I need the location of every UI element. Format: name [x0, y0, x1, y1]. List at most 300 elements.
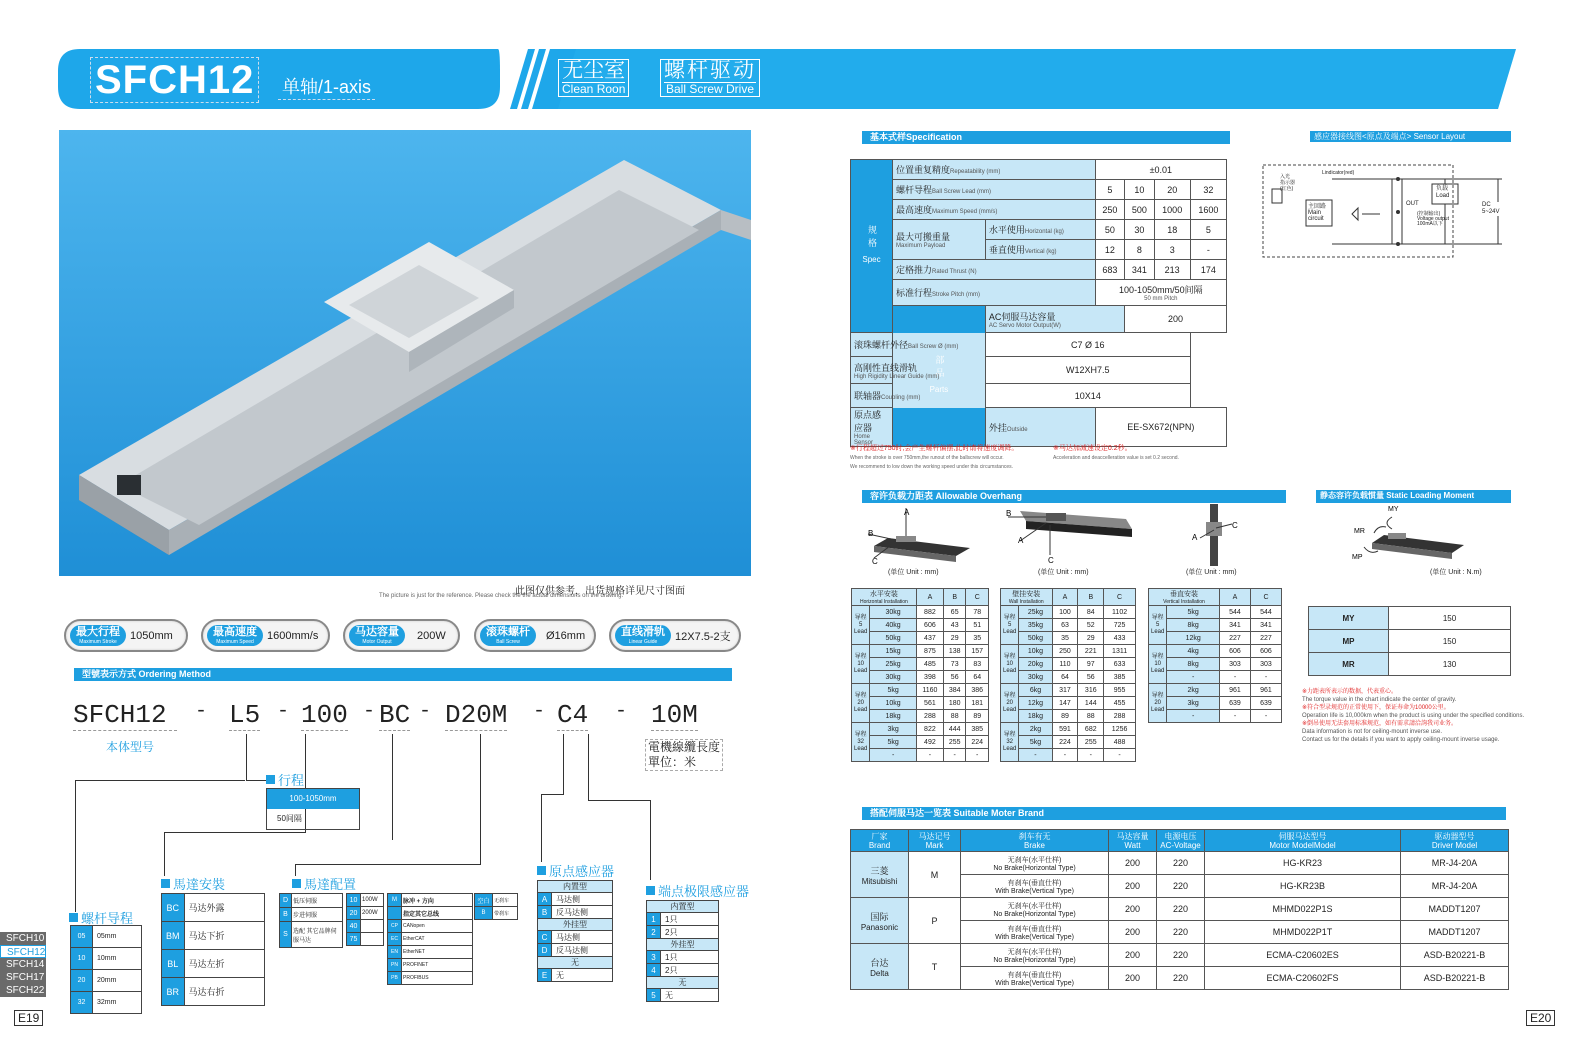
install-en: Horizontal Installation	[860, 599, 908, 605]
sensor-label-indicator-en: Lindicator(red)	[1322, 170, 1355, 176]
load-value: 30kg	[1019, 671, 1052, 684]
mount-row: BR 马达右折	[162, 978, 265, 1006]
option-code: 2	[647, 926, 661, 939]
brake-cn: 有刹车(垂直仕样)	[1007, 925, 1062, 933]
driver-model-cell: MADDT1207	[1401, 921, 1509, 944]
overhang-value: 882	[916, 606, 943, 619]
feature-motor-value: 200W	[417, 629, 446, 642]
overhang-col-header: A	[916, 589, 943, 606]
overhang-value: 73	[943, 658, 966, 671]
mount-row: BC 马达外露	[162, 894, 265, 922]
overhang-row	[1149, 619, 1282, 632]
overhang-value: 52	[1078, 619, 1104, 632]
cable-label	[645, 739, 723, 771]
option-row	[647, 964, 719, 977]
overhang-value: -	[943, 749, 966, 762]
overhang-value: 606	[1250, 645, 1281, 658]
overhang-value: -	[1220, 671, 1251, 684]
brake-cell	[961, 875, 1109, 898]
lead-label: 导程 32 Lead	[1001, 723, 1019, 762]
lead-label: 导程 5 Lead	[852, 606, 870, 645]
driver-model-cell: ASD-B20221-B	[1401, 944, 1509, 967]
lead-label: 导程 5 Lead	[1149, 606, 1167, 645]
overhang-value: 544	[1250, 606, 1281, 619]
overhang-value: 89	[1052, 710, 1078, 723]
overhang-value: 138	[943, 645, 966, 658]
overhang-col-header: C	[1250, 589, 1281, 606]
clean-room-cn: 无尘室	[562, 59, 626, 82]
lead-label: 导程 10 Lead	[1001, 645, 1019, 684]
overhang-value: 63	[1052, 619, 1078, 632]
brake-cn: 无刹车(水平仕样)	[1007, 856, 1062, 864]
header-cn: 刹车有无	[1018, 831, 1051, 841]
overhang-row	[1001, 658, 1136, 671]
overhang-col-header: C	[966, 589, 989, 606]
option-label: 马达侧	[552, 893, 613, 906]
driver-model-cell: MR-J4-20A	[1401, 852, 1509, 875]
static-moment-diagram	[1352, 503, 1472, 565]
brand-en: Mitsubishi	[861, 876, 898, 886]
option-row	[647, 977, 719, 989]
motor-watt-table: 10 100W 20 200W 40 75	[346, 893, 384, 946]
connector-line	[541, 794, 542, 862]
sensor-label-main: 主回路 Main circuit	[1308, 204, 1327, 222]
option-group-header: 外挂型	[538, 919, 613, 931]
option-code: B	[538, 906, 552, 919]
feature-speed-en: Maximum Speed	[216, 639, 254, 645]
overhang-value: 147	[1052, 697, 1078, 710]
brake-en: With Brake(Vertical Type)	[995, 887, 1074, 895]
lead-row: 32 32mm	[71, 992, 142, 1014]
order-code-body: SFCH12	[73, 700, 177, 731]
ball-screw-en: Ball Screw Drive	[665, 82, 755, 96]
connector-line	[164, 832, 165, 876]
lead-label: 导程 20 Lead	[1149, 684, 1167, 723]
moment-row: MP 150	[1309, 630, 1511, 653]
ball-screw-badge	[660, 59, 760, 97]
option-code: E	[538, 969, 552, 982]
brake-cn: 有刹车(垂直仕样)	[1007, 879, 1062, 887]
overhang-row	[1001, 684, 1136, 697]
moment-row: MR 130	[1309, 653, 1511, 676]
feature-stroke-value: 1050mm	[130, 629, 173, 642]
feature-motor-en: Motor Output	[362, 639, 392, 645]
overhang-row	[1149, 645, 1282, 658]
install-en: Vertical Installation	[1163, 599, 1205, 605]
static-moment-title: 静态容许负载惯量 Static Loading Moment	[1316, 490, 1511, 503]
overhang-value: 488	[1104, 736, 1136, 749]
header-bar	[58, 49, 1516, 109]
tab-sfch14[interactable]: SFCH14	[0, 958, 46, 971]
overhang-install-type	[852, 589, 917, 606]
lead-label: 导程 10 Lead	[852, 645, 870, 684]
tab-sfch17[interactable]: SFCH17	[0, 971, 46, 984]
option-label: 1只	[661, 913, 719, 926]
overhang-value: 606	[916, 619, 943, 632]
load-value: 18kg	[1019, 710, 1052, 723]
overhang-row	[1001, 645, 1136, 658]
feature-guide-value: 12X7.5-2支	[675, 630, 731, 643]
overhang-value: 822	[916, 723, 943, 736]
order-dash-6: -	[615, 700, 628, 723]
feature-motor-cn: 马达容量	[355, 626, 399, 638]
overhang-row	[852, 710, 989, 723]
feature-guide-en: Linear Guide	[628, 639, 658, 645]
overhang-value: 606	[1220, 645, 1251, 658]
option-code: 5	[647, 989, 661, 1002]
option-label: 反马达侧	[552, 944, 613, 957]
overhang-value: 43	[943, 619, 966, 632]
feature-screw-value: Ø16mm	[546, 629, 586, 642]
ordering-title: 型號表示方式 Ordering Method	[74, 668, 732, 681]
overhang-value: 110	[1052, 658, 1078, 671]
motor-config-title: 馬達配置	[292, 874, 356, 893]
watt-cell: 200	[1109, 944, 1157, 967]
motor-brake-table: 空白 无刹车 B 带刹车	[474, 893, 518, 920]
overhang-value: 303	[1220, 658, 1251, 671]
header-cn: 电源电压	[1164, 831, 1197, 841]
voltage-cell: 220	[1157, 875, 1205, 898]
overhang-row	[1001, 710, 1136, 723]
motor-brand-table	[850, 829, 1509, 990]
load-value: 8kg	[1167, 619, 1220, 632]
brake-cell	[961, 921, 1109, 944]
overhang-unit-3: (单位 Unit : mm)	[1186, 569, 1237, 576]
load-value: 25kg	[870, 658, 917, 671]
install-cn: 壁挂安装	[1012, 591, 1041, 598]
overhang-value: 639	[1250, 697, 1281, 710]
overhang-row	[852, 697, 989, 710]
header-en: Mark	[925, 840, 944, 850]
sensor-wiring-diagram	[1262, 164, 1510, 258]
overhang-value: 78	[966, 606, 989, 619]
header-en: Motor ModelModel	[1269, 840, 1336, 850]
option-row	[538, 969, 613, 982]
tab-sfch10[interactable]: SFCH10	[0, 932, 46, 945]
stroke-range: 100-1050mm	[267, 789, 359, 809]
brake-cn: 有刹车(垂直仕样)	[1007, 971, 1062, 979]
side-model-tabs	[0, 932, 46, 997]
sensor-layout-title: 感应器接线图<原点及端点> Sensor Layout	[1310, 131, 1511, 142]
install-cn: 水平安装	[869, 591, 898, 598]
install-en: Wall Installation	[1008, 599, 1044, 605]
feature-screw-cn: 滚珠螺杆	[486, 626, 530, 638]
overhang-row	[852, 671, 989, 684]
overhang-value: 485	[916, 658, 943, 671]
overhang-value: 227	[1250, 632, 1281, 645]
load-value: -	[1019, 749, 1052, 762]
install-cn: 垂直安装	[1170, 591, 1198, 598]
driver-model-cell: MADDT1207	[1401, 898, 1509, 921]
feature-speed	[201, 619, 330, 652]
overhang-value: 385	[1104, 671, 1136, 684]
model-title: SFCH12	[90, 57, 259, 103]
overhang-value: 250	[1052, 645, 1078, 658]
order-dash-5: -	[533, 700, 546, 723]
connector-line	[563, 734, 564, 794]
parts-group-cn: 部品	[934, 354, 945, 381]
connector-line	[588, 800, 650, 801]
overhang-title: 容许负载力距表 Allowable Overhang	[862, 490, 1286, 503]
overhang-value: 455	[1104, 697, 1136, 710]
overhang-unit-2: (单位 Unit : mm)	[1038, 569, 1089, 576]
brake-en: No Brake(Horizontal Type)	[993, 864, 1076, 872]
spec-table: 规格 Spec 位置重复精度Repeatability (mm) ±0.01 螺杆导程Ball Screw Lead (mm) 5 10 20 32 最高速度Maximum Speed (mm/s) 250 500 1000 1600 最大可搬重量 Maximum Payload 水平使用Horizontal (kg) 50 30 18 5 垂直使用Vertical (kg) 12 8 3 - 定格推力Rated Thrust (N) 683 341 213 174 标准行程Stroke Pitch (mm) 100-1050mm/50间隔 50 mm Pitch 部品 Parts AC伺服马达容量 AC Servo Motor Output(W) 200 滚珠螺杆外径Ball Screw Ø (mm) C7 Ø 16 高刚性直线滑轨 High Rigidity Linear Guide (mm) W12XH7.5 联轴器Coupling (mm) 10X14 原点感应器 Home Sensor 外挂Outside EE-SX672(NPN)	[850, 159, 1227, 447]
overhang-value: -	[1250, 710, 1281, 723]
motor-model-cell: HG-KR23B	[1205, 875, 1401, 898]
motor-col-header	[1401, 830, 1509, 852]
brake-cell	[961, 967, 1109, 990]
overhang-value: 492	[916, 736, 943, 749]
overhang-value: 64	[1052, 671, 1078, 684]
home-sensor-title: 原点感应器	[537, 861, 614, 880]
mount-table	[161, 893, 265, 1006]
feature-guide	[609, 619, 741, 652]
sensor-label-dc: DC 5~24V	[1482, 202, 1500, 215]
limit-sensor-table	[646, 900, 719, 1002]
connector-line	[541, 794, 564, 795]
voltage-cell: 220	[1157, 898, 1205, 921]
load-value: 5kg	[1167, 606, 1220, 619]
parts-group-en: Parts	[929, 384, 949, 394]
voltage-cell: 220	[1157, 967, 1205, 990]
feature-speed-value: 1600mm/s	[267, 629, 319, 642]
overhang-row	[1149, 710, 1282, 723]
load-value: 20kg	[1019, 658, 1052, 671]
overhang-diagram-vertical	[1186, 502, 1246, 568]
option-row	[647, 926, 719, 939]
option-row	[538, 881, 613, 893]
option-row	[647, 913, 719, 926]
lead-label: 导程 5 Lead	[1001, 606, 1019, 645]
option-group-header: 无	[538, 957, 613, 969]
overhang-row	[1001, 619, 1136, 632]
overhang-value: 89	[966, 710, 989, 723]
overhang-value: 84	[1078, 606, 1104, 619]
option-group-header: 无	[647, 977, 719, 989]
overhang-value: 180	[943, 697, 966, 710]
driver-model-cell: MR-J4-20A	[1401, 875, 1509, 898]
overhang-value: 386	[966, 684, 989, 697]
connector-line	[75, 780, 245, 781]
feature-speed-cn: 最高速度	[213, 626, 257, 638]
brand-cn: 台达	[870, 957, 889, 968]
header-cn: 马达容量	[1116, 831, 1149, 841]
order-dash-1: -	[195, 700, 208, 723]
motor-table-header	[851, 830, 1509, 852]
option-label: 无	[552, 969, 613, 982]
load-value: 12kg	[1019, 697, 1052, 710]
lead-label: 导程 20 Lead	[1001, 684, 1019, 723]
load-value: 8kg	[1167, 658, 1220, 671]
overhang-row	[1149, 632, 1282, 645]
option-code: 1	[647, 913, 661, 926]
brake-en: No Brake(Horizontal Type)	[993, 910, 1076, 918]
load-value: 4kg	[1167, 645, 1220, 658]
overhang-value: 444	[943, 723, 966, 736]
overhang-row	[852, 645, 989, 658]
overhang-col-header: C	[1104, 589, 1136, 606]
mark-cell: T	[909, 944, 961, 990]
driver-model-cell: ASD-B20221-B	[1401, 967, 1509, 990]
connector-line	[164, 832, 306, 833]
load-value: 30kg	[870, 671, 917, 684]
overhang-value: 51	[966, 619, 989, 632]
svg-text:MY: MY	[1388, 506, 1399, 513]
header-cn: 驱动器型号	[1434, 831, 1475, 841]
motor-col-header	[961, 830, 1109, 852]
mount-row: BM 马达下折	[162, 922, 265, 950]
brand-cn: 国际	[870, 911, 889, 922]
load-value: 2kg	[1167, 684, 1220, 697]
overhang-row	[1149, 684, 1282, 697]
tab-sfch12[interactable]: SFCH12	[0, 945, 46, 958]
order-dash-2: -	[277, 700, 290, 723]
overhang-row	[1149, 697, 1282, 710]
brake-cell	[961, 944, 1109, 967]
motor-model-cell: MHMD022P1S	[1205, 898, 1401, 921]
lead-label: 导程 32 Lead	[852, 723, 870, 762]
overhang-value: 303	[1250, 658, 1281, 671]
cable-length-label: 電機線纜長度	[648, 740, 721, 754]
load-value: 40kg	[870, 619, 917, 632]
brand-en: Panasonic	[860, 922, 899, 932]
overhang-row	[1001, 697, 1136, 710]
lead-table	[70, 925, 142, 1014]
overhang-row	[852, 736, 989, 749]
connector-line	[246, 780, 267, 781]
motor-col-header	[851, 830, 909, 852]
option-row	[647, 989, 719, 1002]
option-group-header: 内置型	[647, 901, 719, 913]
stroke-box	[266, 788, 360, 830]
overhang-row	[1001, 723, 1136, 736]
lead-title: 螺杆导程	[69, 908, 133, 927]
overhang-value: 56	[1078, 671, 1104, 684]
overhang-value: 29	[1078, 632, 1104, 645]
option-row	[538, 893, 613, 906]
header-cn: 伺服马达型号	[1278, 831, 1327, 841]
lead-row: 20 20mm	[71, 970, 142, 992]
load-value: 10kg	[1019, 645, 1052, 658]
voltage-cell: 220	[1157, 944, 1205, 967]
load-value: 50kg	[870, 632, 917, 645]
stroke-title: 行程	[266, 770, 304, 789]
overhang-col-header: B	[1078, 589, 1104, 606]
feature-stroke-cn: 最大行程	[76, 626, 120, 638]
option-row	[647, 901, 719, 913]
overhang-value: 227	[1220, 632, 1251, 645]
load-value: 12kg	[1167, 632, 1220, 645]
overhang-value: 591	[1052, 723, 1078, 736]
brand-cell	[851, 944, 909, 990]
load-value: -	[1167, 671, 1220, 684]
lead-label: 导程 10 Lead	[1149, 645, 1167, 684]
home-sensor-table	[537, 880, 613, 982]
ball-screw-cn: 螺杆驱动	[664, 59, 756, 82]
option-group-header: 内置型	[538, 881, 613, 893]
overhang-value: 100	[1052, 606, 1078, 619]
sensor-label-indicator: 入光 指示器 (红色)	[1280, 174, 1296, 192]
brand-cn: 三菱	[870, 865, 889, 876]
overhang-row	[852, 632, 989, 645]
brake-cn: 无刹车(水平仕样)	[1007, 948, 1062, 956]
tab-sfch22[interactable]: SFCH22	[0, 984, 46, 997]
overhang-header	[1149, 589, 1282, 606]
motor-col-header	[1205, 830, 1401, 852]
brand-en: Delta	[870, 968, 889, 978]
overhang-table-horizontal	[851, 588, 989, 762]
svg-text:C: C	[1232, 521, 1238, 530]
header-en: Brand	[868, 840, 891, 850]
option-code: C	[538, 931, 552, 944]
overhang-value: 639	[1220, 697, 1251, 710]
motor-brand-title: 搭配伺服马达一览表 Suitable Moter Brand	[862, 807, 1506, 820]
brake-cell	[961, 852, 1109, 875]
overhang-value: 341	[1220, 619, 1251, 632]
overhang-value: 317	[1052, 684, 1078, 697]
static-moment-unit: (单位 Unit : N.m)	[1430, 569, 1482, 576]
stroke-pitch: 50间隔	[277, 814, 302, 823]
svg-text:MR: MR	[1354, 528, 1365, 535]
option-code: 3	[647, 951, 661, 964]
overhang-value: 384	[943, 684, 966, 697]
motor-col-header	[1157, 830, 1205, 852]
order-code-motor: D20M	[445, 700, 508, 730]
header-background	[58, 49, 1516, 109]
option-row	[538, 906, 613, 919]
overhang-row	[1001, 606, 1136, 619]
overhang-value: -	[1220, 710, 1251, 723]
svg-text:A: A	[1192, 533, 1198, 542]
spec-note-1: ※行程超过750时,会产生螺杆偏摆,此时请将速度调降。 When the stroke is over 750mm,the runout of the ballscrew will occur. We recommend to low down the working speed under this circumstances.	[850, 445, 1019, 470]
feature-stroke-en: Maximum Stroke	[79, 639, 117, 645]
overhang-value: 437	[916, 632, 943, 645]
option-code: D	[538, 944, 552, 957]
overhang-row	[1001, 736, 1136, 749]
brake-en: With Brake(Vertical Type)	[995, 933, 1074, 941]
lead-row: 05 05mm	[71, 926, 142, 948]
overhang-row	[852, 723, 989, 736]
overhang-value: 1256	[1104, 723, 1136, 736]
overhang-value: 725	[1104, 619, 1136, 632]
overhang-row	[1001, 749, 1136, 762]
wiring-svg	[1262, 164, 1510, 258]
svg-text:B: B	[1006, 509, 1012, 518]
feature-motor	[343, 619, 460, 652]
overhang-value: 288	[916, 710, 943, 723]
overhang-col-header: B	[943, 589, 966, 606]
connector-line	[246, 734, 247, 780]
option-label: 2只	[661, 964, 719, 977]
option-label: 马达侧	[552, 931, 613, 944]
overhang-value: 64	[966, 671, 989, 684]
limit-sensor-title: 端点极限感应器	[646, 881, 749, 900]
overhang-unit-1: (单位 Unit : mm)	[888, 569, 939, 576]
overhang-header	[852, 589, 989, 606]
option-group-header: 外挂型	[647, 939, 719, 951]
load-value: 30kg	[870, 606, 917, 619]
connector-line	[295, 864, 481, 865]
overhang-row	[1001, 632, 1136, 645]
static-moment-notes: ※力距表所表示的数据，代表重心。 The torque value in the chart indicate the center of gravity. ※符合型录规范的正常使用下，保证寿命为10000公里。 Operation life is 10,000km when the product is using under the specified conditions. ※倒吊使用无法套用标准规范，如有需求請洽詢我司业务。 Data information is not for ceiling-mount inverse use. Contact us for the details if you want to apply ceiling-mount inverse usage.	[1302, 689, 1525, 743]
option-row	[538, 919, 613, 931]
header-en: Brake	[1024, 840, 1045, 850]
order-code-sensor: C4	[557, 700, 589, 730]
order-code-cable: 10M	[651, 700, 698, 730]
svg-text:A: A	[1018, 536, 1024, 545]
overhang-value: 88	[943, 710, 966, 723]
